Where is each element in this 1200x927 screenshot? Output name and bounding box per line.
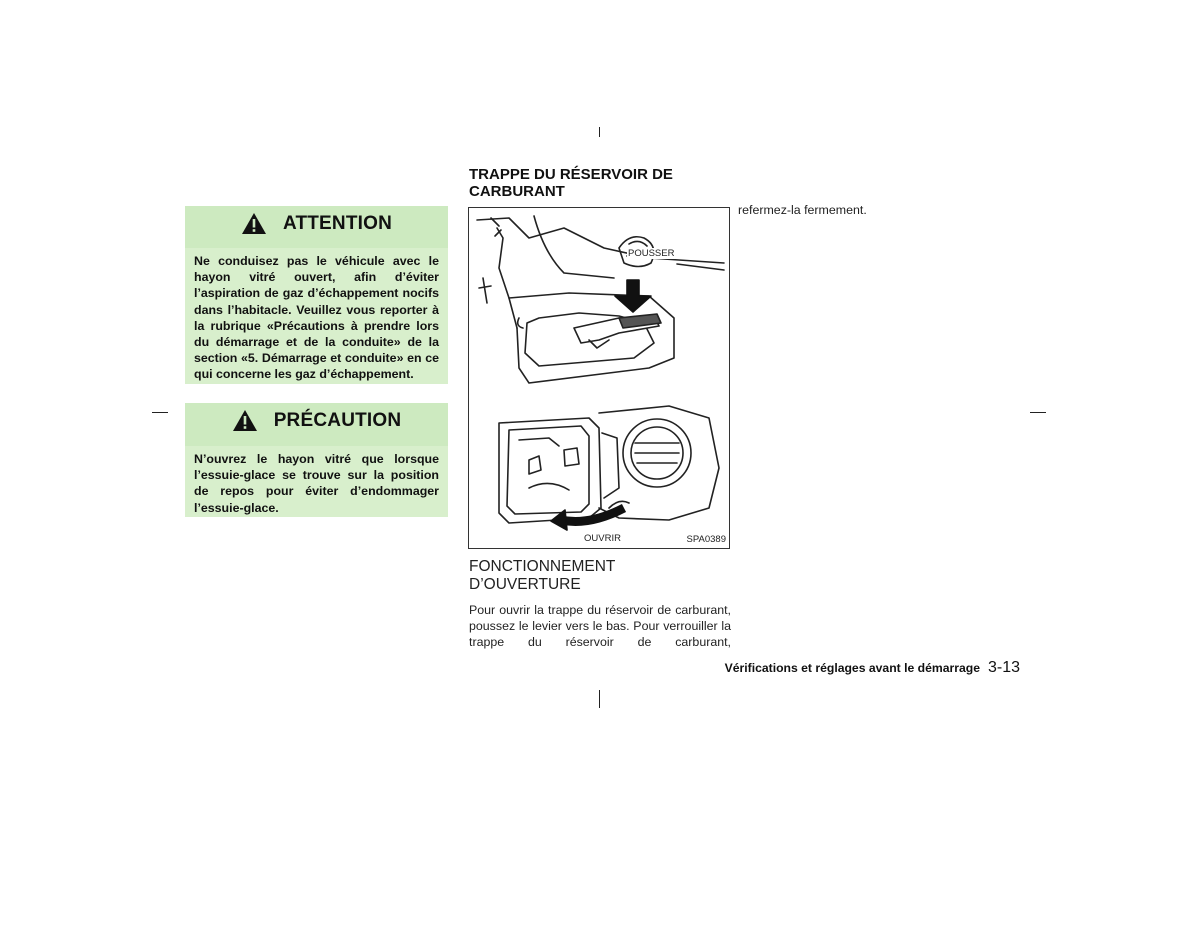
subsection-title xyxy=(469,558,731,594)
section-title xyxy=(469,166,709,200)
fuel-door-illustration xyxy=(468,207,730,549)
crop-mark-left xyxy=(152,412,168,413)
crop-mark-bottom xyxy=(599,690,600,708)
crop-mark-right xyxy=(1030,412,1046,413)
section-title-line1: TRAPPE DU RÉSERVOIR DE xyxy=(469,166,673,183)
attention-text: Ne conduisez pas le véhicule avec le hayon vitré ouvert, afin d’éviter l’aspiration de gaz d’échappement nocifs dans l’habitacle. Veuillez vous reporter à la rubrique «Précautions à prendre lors du démarrage et de la conduite» de la section «5. Démarrage et conduite» en ce qui concerne les gaz d’échappement. xyxy=(185,248,448,384)
footer-section-name: Vérifications et réglages avant le démarrage xyxy=(724,661,980,675)
precaution-header xyxy=(185,403,448,438)
warning-triangle-icon xyxy=(232,409,258,432)
precaution-box xyxy=(185,403,448,517)
section-title-line2: CARBURANT xyxy=(469,183,565,200)
crop-mark-top xyxy=(599,127,600,137)
attention-header xyxy=(185,206,448,241)
subsection-title-line2: D’OUVERTURE xyxy=(469,576,581,593)
precaution-title: PRÉCAUTION xyxy=(273,409,402,431)
opening-instructions: Pour ouvrir la trappe du réservoir de carburant, poussez le levier vers le bas. Pour verrouiller la trappe du réservoir de carburant, xyxy=(469,603,731,650)
page-footer xyxy=(700,659,1020,677)
figure-code: SPA0389 xyxy=(686,534,726,545)
warning-triangle-icon xyxy=(241,212,267,235)
attention-title: ATTENTION xyxy=(282,212,393,234)
precaution-text: N’ouvrez le hayon vitré que lorsque l’essuie-glace se trouve sur la position de repos pour éviter d’endommager l’essuie-glace. xyxy=(185,446,448,517)
attention-box xyxy=(185,206,448,384)
fuel-lever-drawing xyxy=(469,208,729,548)
subsection-title-line1: FONCTIONNEMENT xyxy=(469,558,616,575)
open-label: OUVRIR xyxy=(584,533,621,544)
page-number: 3-13 xyxy=(987,659,1020,676)
opening-instructions-continued: refermez-la fermement. xyxy=(738,203,867,217)
push-label: POUSSER xyxy=(628,248,675,259)
